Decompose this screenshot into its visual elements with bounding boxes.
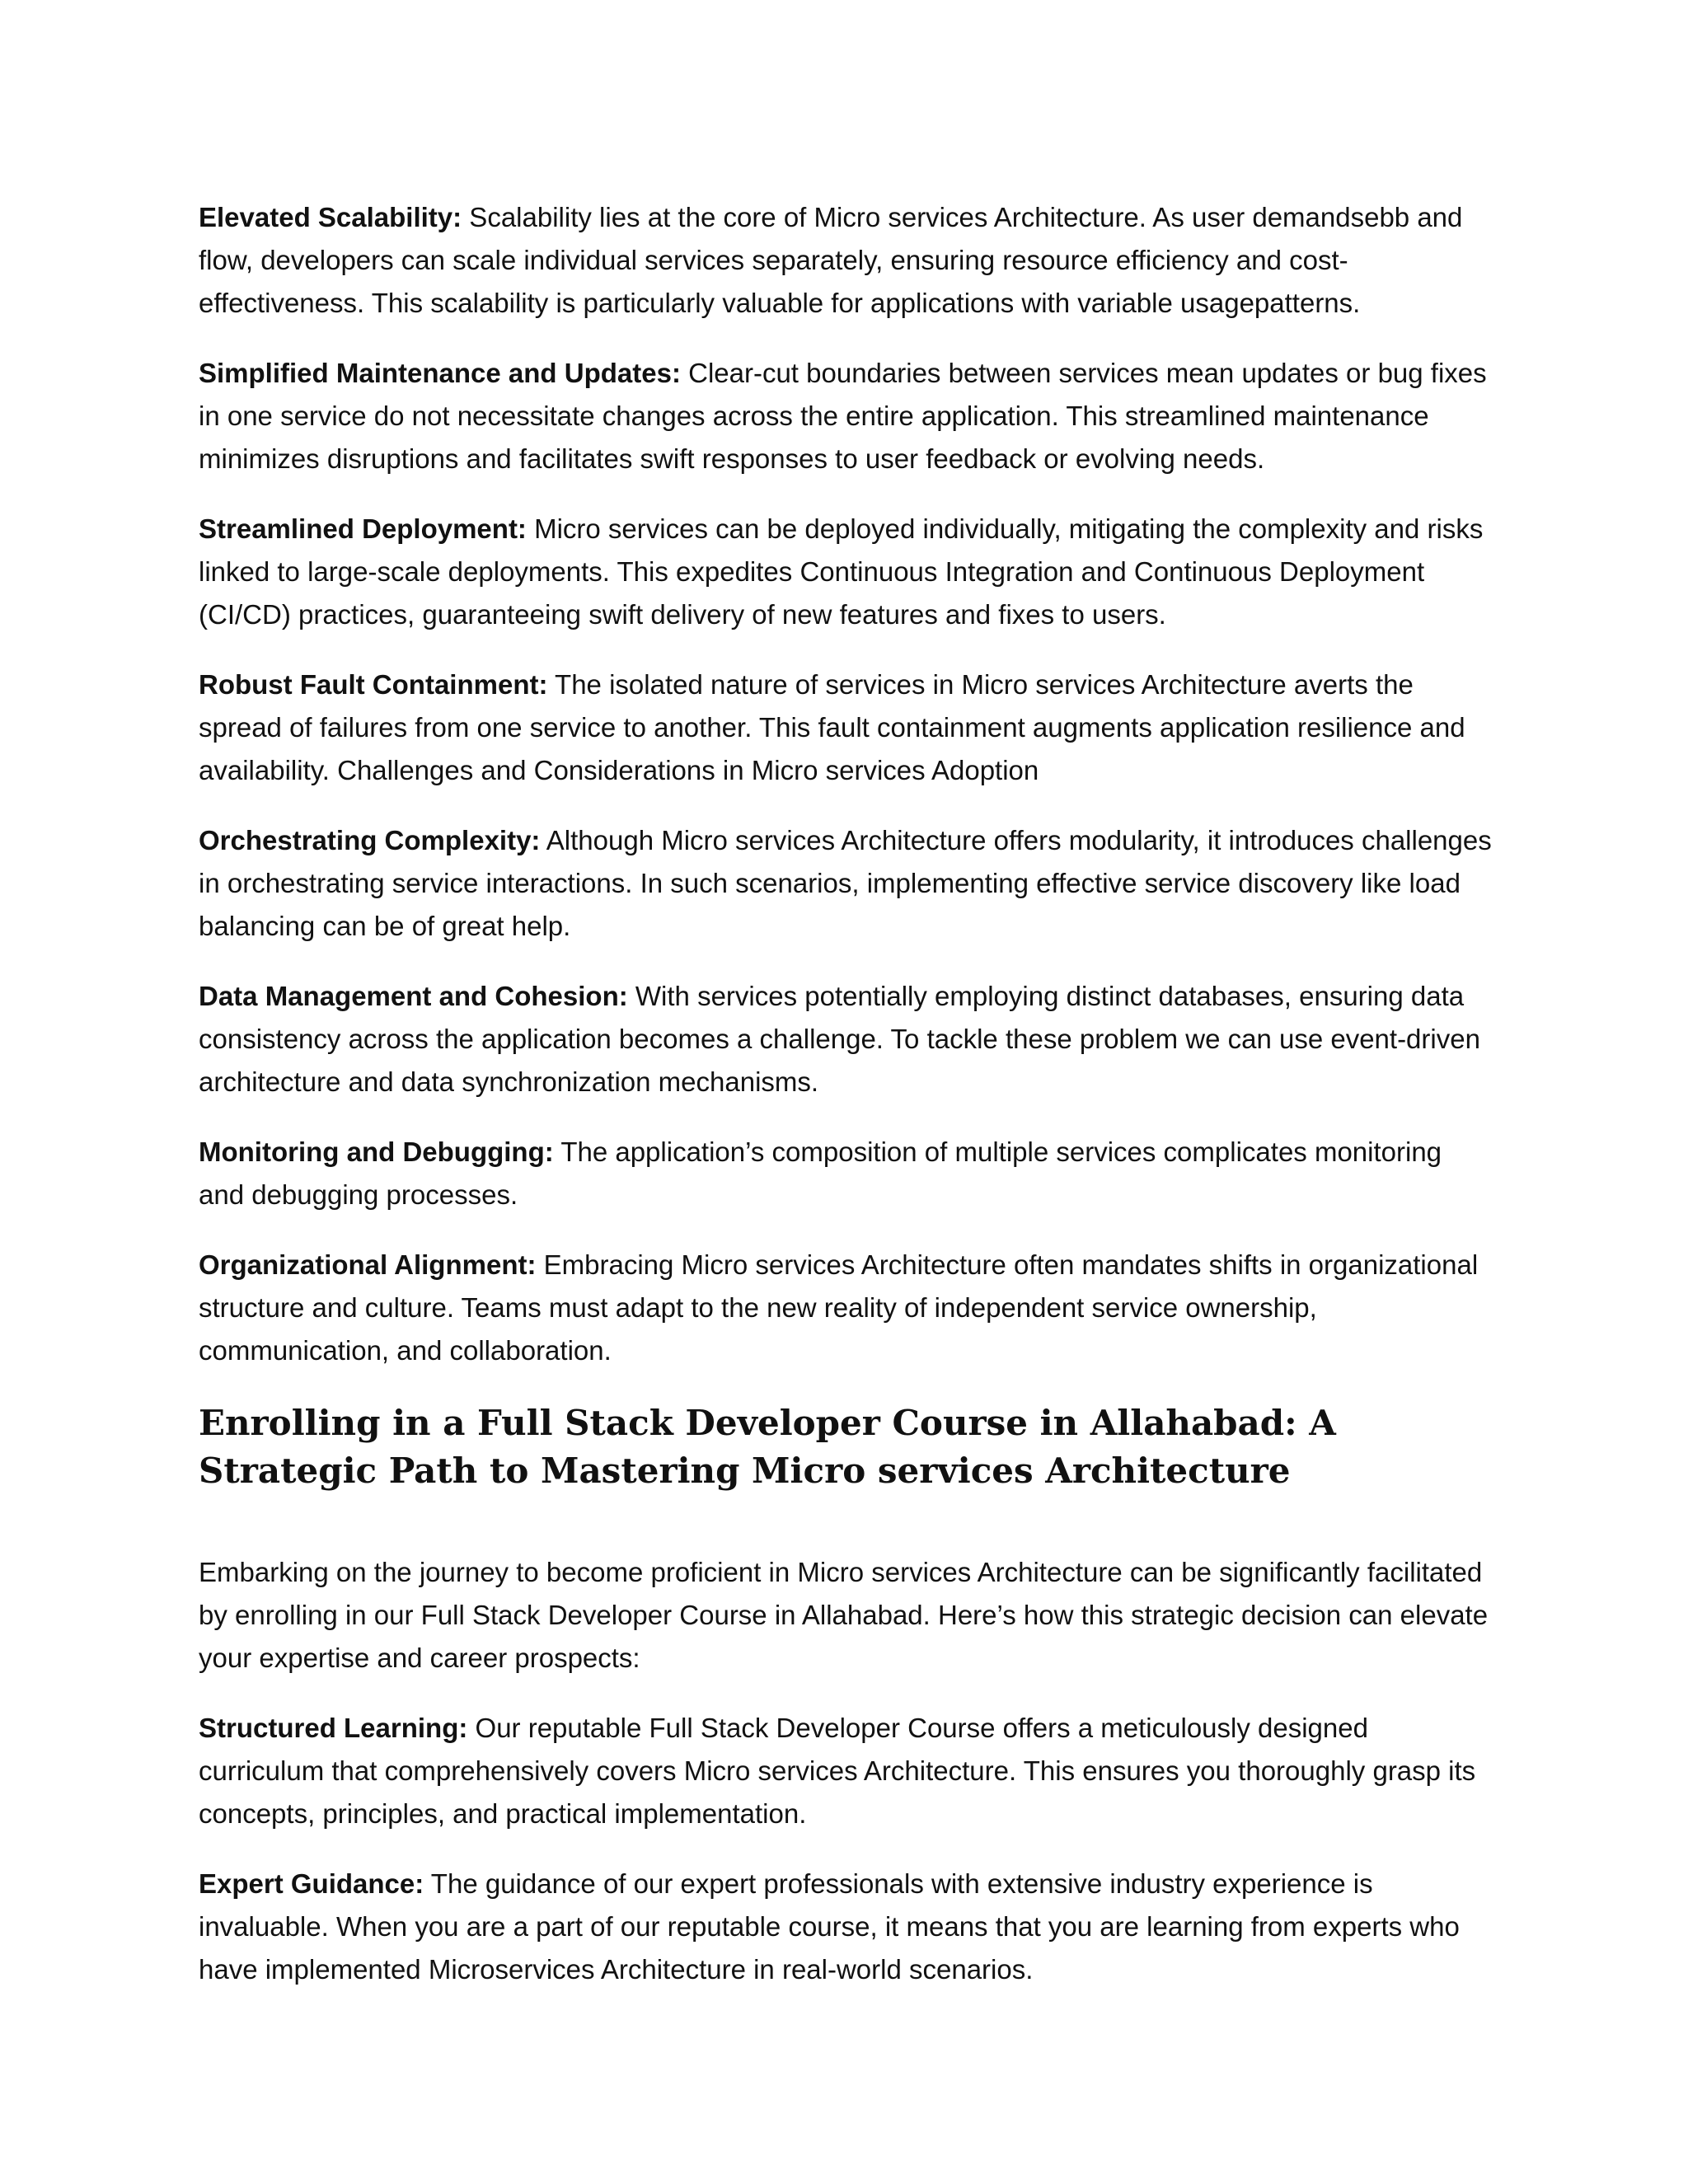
paragraph-lead: Orchestrating Complexity: <box>199 825 541 855</box>
document-body <box>199 196 1493 2018</box>
paragraph-lead: Robust Fault Containment: <box>199 669 548 700</box>
paragraph-elevated-scalability <box>199 196 1493 325</box>
paragraph-text: Although Micro services Architecture offers modularity, it introduces challenges in orchestrating service interactions. In such scenarios, implementing effective service discovery like load balancing can be of great help. <box>199 825 1492 941</box>
paragraph-lead: Elevated Scalability: <box>199 202 462 232</box>
paragraph-text: Embracing Micro services Architecture often mandates shifts in organizational structure and culture. Teams must adapt to the new reality of independent service ownership, communication, and collaboration. <box>199 1249 1479 1366</box>
paragraph-structured-learning <box>199 1707 1493 1835</box>
paragraph-text: The guidance of our expert professionals with extensive industry experience is invaluable. When you are a part of our reputable course, it means that you are learning from experts who have implemented Microservices Architecture in real-world scenarios. <box>199 1868 1460 1985</box>
paragraph-lead: Organizational Alignment: <box>199 1249 537 1280</box>
paragraph-orchestrating-complexity <box>199 819 1493 948</box>
paragraph-text: Scalability lies at the core of Micro services Architecture. As user demandsebb and flow, developers can scale individual services separately, ensuring resource efficiency and cost-effectiveness. This scalability is particularly valuable for applications with variable usagepatterns. <box>199 202 1463 318</box>
section-heading: Enrolling in a Full Stack Developer Course in Allahabad: A Strategic Path to Mastering Micro services Architecture <box>199 1403 1336 1491</box>
paragraph-text: Micro services can be deployed individually, mitigating the complexity and risks linked to large-scale deployments. This expedites Continuous Integration and Continuous Deployment (CI/CD) practices, guaranteeing swift delivery of new features and fixes to users. <box>199 513 1484 630</box>
paragraph-text: Clear-cut boundaries between services mean updates or bug fixes in one service do not necessitate changes across the entire application. This streamlined maintenance minimizes disruptions and facilitates swift responses to user feedback or evolving needs. <box>199 358 1487 474</box>
paragraph-text: The isolated nature of services in Micro services Architecture averts the spread of failures from one service to another. This fault containment augments application resilience and availability. Challenges and Considerations in Micro services Adoption <box>199 669 1465 785</box>
paragraph-organizational-alignment <box>199 1244 1493 1372</box>
paragraph-lead: Structured Learning: <box>199 1713 468 1743</box>
paragraph-streamlined-deployment <box>199 508 1493 636</box>
paragraph-simplified-maintenance <box>199 352 1493 480</box>
paragraph-lead: Streamlined Deployment: <box>199 513 527 544</box>
paragraph-lead: Expert Guidance: <box>199 1868 424 1899</box>
paragraph-robust-fault-containment <box>199 663 1493 792</box>
paragraph-expert-guidance <box>199 1863 1493 1991</box>
paragraph-text: With services potentially employing distinct databases, ensuring data consistency across the application becomes a challenge. To tackle these problem we can use event-driven architecture and data synchronization mechanisms. <box>199 981 1480 1097</box>
paragraph-monitoring-debugging <box>199 1131 1493 1216</box>
paragraph-intro: Embarking on the journey to become proficient in Micro services Architecture can be significantly facilitated by enrolling in our Full Stack Developer Course in Allahabad. Here’s how this strategic decision can elevate your expertise and career prospects: <box>199 1557 1489 1673</box>
paragraph-text: The application’s composition of multiple services complicates monitoring and debugging processes. <box>199 1137 1442 1210</box>
paragraph-lead: Data Management and Cohesion: <box>199 981 628 1011</box>
paragraph-lead: Simplified Maintenance and Updates: <box>199 358 681 388</box>
paragraph-text: Our reputable Full Stack Developer Course offers a meticulously designed curriculum that comprehensively covers Micro services Architecture. This ensures you thoroughly grasp its concepts, principles, and practical implementation. <box>199 1713 1476 1829</box>
paragraph-lead: Monitoring and Debugging: <box>199 1137 554 1167</box>
paragraph-data-management <box>199 975 1493 1104</box>
